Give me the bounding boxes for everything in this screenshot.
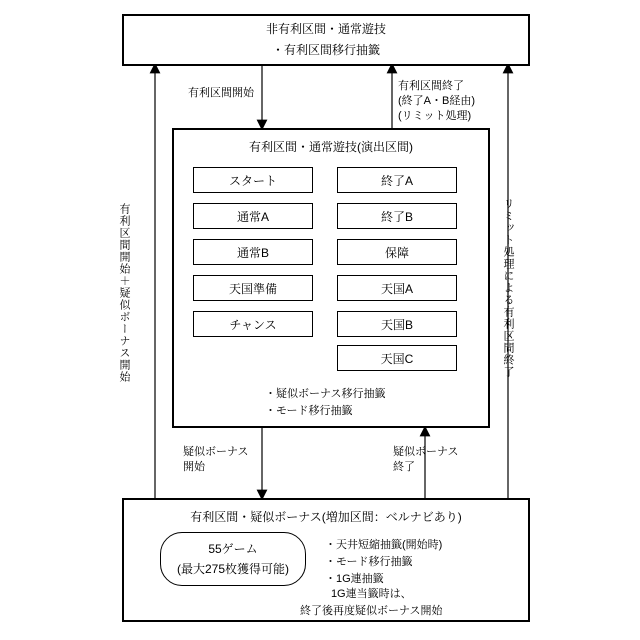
bottom-box-footer: 1G連当籤時は、 終了後再度疑似ボーナス開始 (300, 588, 443, 617)
bottom-box-notes: ・天井短縮抽籤(開始時) ・モード移行抽籤 ・1G連抽籤 (325, 539, 443, 585)
label-bonus-end: 疑似ボーナス 終了 (393, 446, 459, 473)
cell-normal-a: 通常A (193, 203, 313, 229)
game-count-line1: 55ゲーム (208, 542, 258, 556)
middle-box-title: 有利区間・通常遊技(演出区間) (249, 140, 413, 154)
cell-heaven-a: 天国A (337, 275, 457, 301)
cell-start: スタート (193, 167, 313, 193)
top-box-note: ・有利区間移行抽籤 (271, 43, 380, 57)
cell-chance: チャンス (193, 311, 313, 337)
top-box-title: 非有利区間・通常遊技 (265, 22, 386, 36)
middle-box-notes: ・疑似ボーナス移行抽籤 ・モード移行抽籤 (265, 388, 386, 417)
bottom-box-title: 有利区間・疑似ボーナス(増加区間：ベルナビあり) (190, 510, 462, 524)
cell-heaven-c: 天国C (337, 345, 457, 371)
cell-end-b: 終了B (337, 203, 457, 229)
cell-heaven-b: 天国B (337, 311, 457, 337)
cell-normal-b: 通常B (193, 239, 313, 265)
cell-guarantee: 保障 (337, 239, 457, 265)
label-yuri-end: 有利区間終了 (終了A・B経由) (リミット処理) (398, 80, 475, 122)
label-bonus-start: 疑似ボーナス 開始 (183, 446, 249, 473)
game-count-box (160, 532, 306, 586)
game-count-line2: (最大275枚獲得可能) (176, 562, 289, 576)
cell-heaven-prep: 天国準備 (193, 275, 313, 301)
label-yuri-start: 有利区間開始 (188, 87, 254, 99)
cell-end-a: 終了A (337, 167, 457, 193)
label-left-vertical: 有利区間開始＋疑似ボーナス開始 (118, 203, 130, 383)
label-right-vertical: リミット処理による有利区間終了 (502, 198, 514, 378)
